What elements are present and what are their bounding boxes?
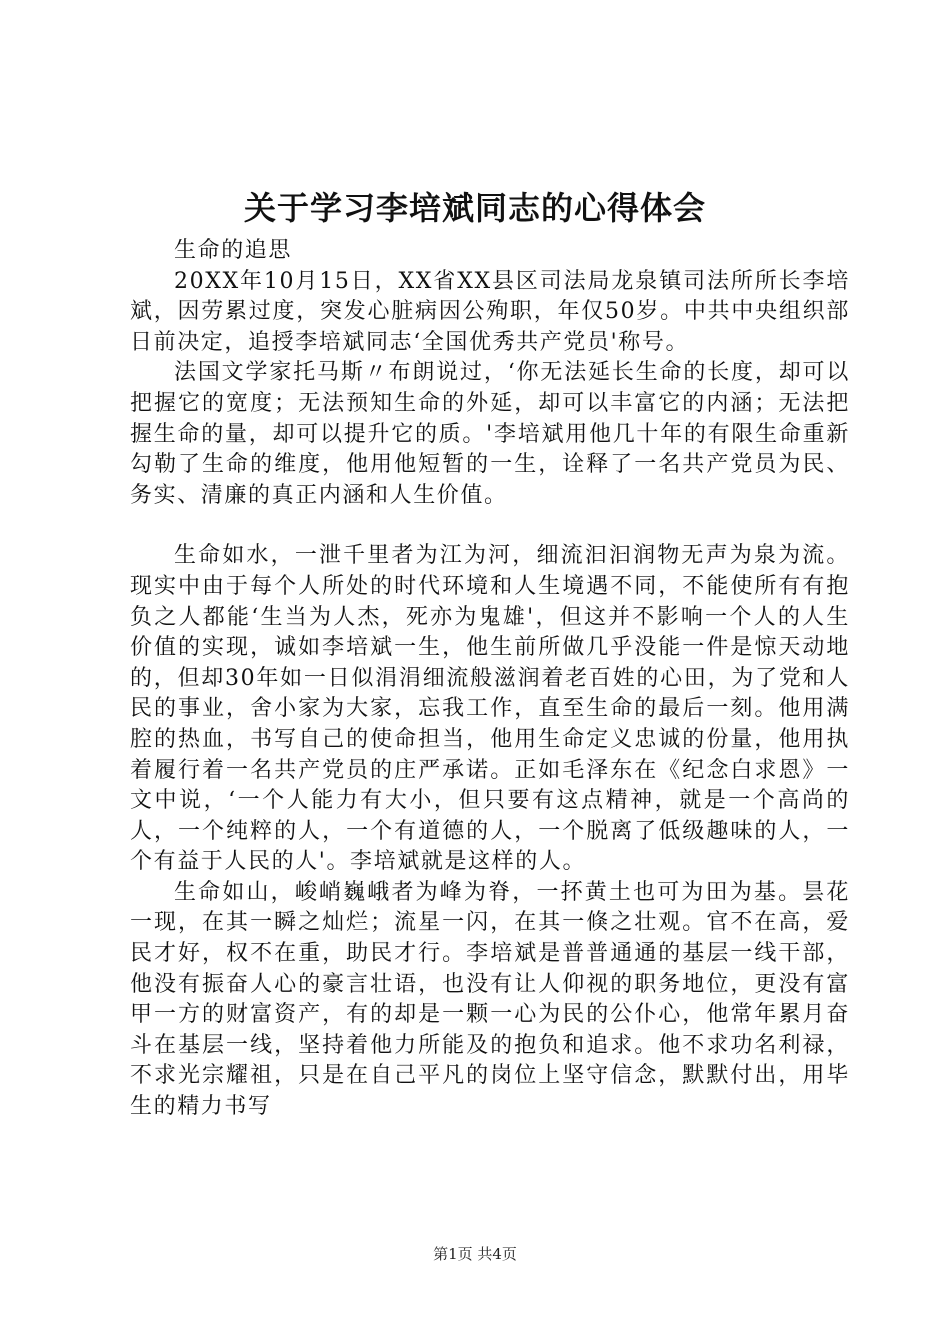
paragraph-intro: 20XX年10月15日，XX省XX县区司法局龙泉镇司法所所长李培斌，因劳累过度，突发心脏病因公殉职，年仅50岁。中共中央组织部日前决定，追授李培斌同志‘全国优秀共产党员'称号。 — [130, 268, 850, 355]
paragraph-mountain: 生命如山，峻峭巍峨者为峰为脊，一抔黄土也可为田为基。昙花一现，在其一瞬之灿烂；流星一闪，在其一倏之壮观。官不在高，爱民才好，权不在重，助民才行。李培斌是普普通通的基层一线干部，他没有振奋人心的豪言壮语，也没有让人仰视的职务地位，更没有富甲一方的财富资产，有的却是一颗一心为民的公仆心，他常年累月奋斗在基层一线，坚持着他力所能及的抱负和追求。他不求功名利禄，不求光宗耀祖，只是在自己平凡的岗位上坚守信念，默默付出，用毕生的精力书写 — [130, 879, 850, 1120]
paragraph-quote: 法国文学家托马斯〃布朗说过，‘你无法延长生命的长度，却可以把握它的宽度；无法预知生命的外延，却可以丰富它的内涵；无法把握生命的量，却可以提升它的质。'李培斌用他几十年的有限生命重新勾勒了生命的维度，他用他短暂的一生，诠释了一名共产党员为民、务实、清廉的真正内涵和人生价值。 — [130, 360, 850, 508]
paragraph-water: 生命如水，一泄千里者为江为河，细流汩汩润物无声为泉为流。现实中由于每个人所处的时代环境和人生境遇不同，不能使所有有抱负之人都能‘生当为人杰，死亦为鬼雄'，但这并不影响一个人的人生价值的实现，诚如李培斌一生，他生前所做几乎没能一件是惊天动地的，但却30年如一日似涓涓细流般滋润着老百姓的心田，为了党和人民的事业，舍小家为大家，忘我工作，直至生命的最后一刻。他用满腔的热血，书写自己的使命担当，他用生命定义忠诚的份量，他用执着履行着一名共产党员的庄严承诺。正如毛泽东在《纪念白求恩》一文中说，‘一个人能力有大小，但只要有这点精神，就是一个高尚的人，一个纯粹的人，一个有道德的人，一个脱离了低级趣味的人，一个有益于人民的人'。李培斌就是这样的人。 — [130, 543, 850, 875]
section-heading: 生命的追思 — [174, 238, 293, 263]
document-title: 关于学习李培斌同志的心得体会 — [243, 189, 706, 227]
document-body — [130, 236, 850, 1123]
page-number: 第1页 共4页 — [433, 1245, 517, 1263]
